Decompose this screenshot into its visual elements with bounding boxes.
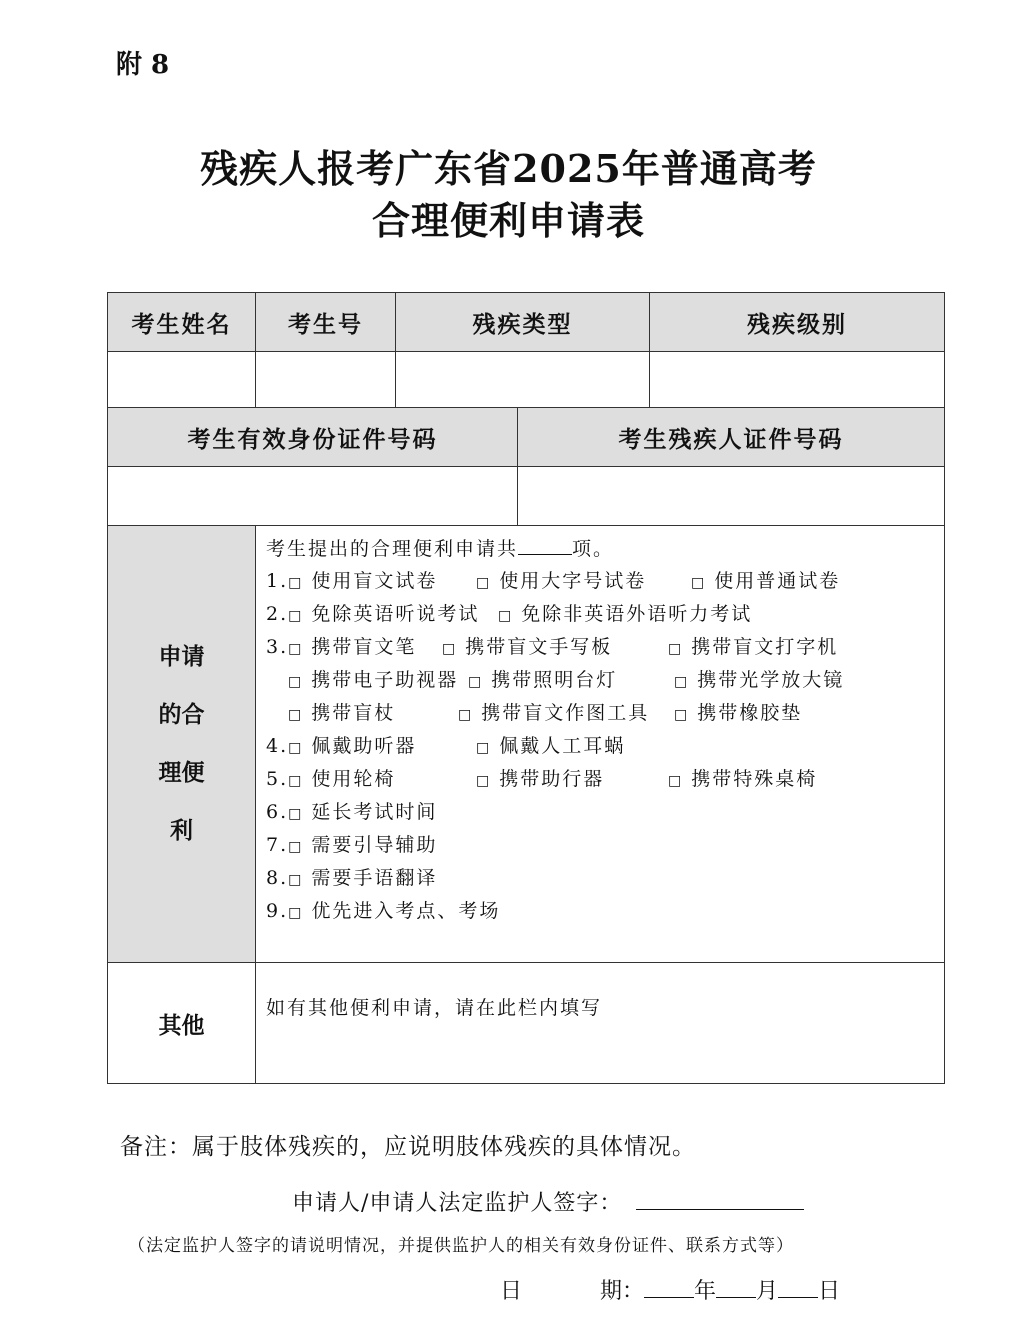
checkbox-icon[interactable]: □ bbox=[674, 674, 690, 690]
date-label-ri: 日 bbox=[500, 1279, 523, 1304]
option-label: 携带盲文打字机 bbox=[691, 636, 839, 658]
checkbox-option[interactable] bbox=[476, 565, 646, 600]
checkbox-icon[interactable]: □ bbox=[468, 674, 484, 690]
option-label: 携带盲文作图工具 bbox=[481, 702, 650, 724]
option-line bbox=[266, 796, 944, 829]
option-number: 2. bbox=[266, 603, 289, 625]
checkbox-option[interactable] bbox=[288, 697, 395, 732]
application-form-table bbox=[107, 292, 945, 1084]
year-field[interactable] bbox=[644, 1275, 694, 1298]
option-label: 携带橡胶垫 bbox=[697, 702, 803, 724]
checkbox-icon[interactable]: □ bbox=[288, 740, 304, 756]
disability-cert-number-field[interactable] bbox=[518, 467, 945, 526]
option-label: 使用盲文试卷 bbox=[311, 570, 438, 592]
request-count-line: 考生提出的合理便利申请共 项。 bbox=[266, 532, 944, 565]
option-line bbox=[266, 565, 944, 598]
checkbox-option[interactable] bbox=[266, 796, 437, 831]
checkbox-icon[interactable]: □ bbox=[288, 773, 304, 789]
checkbox-option[interactable] bbox=[266, 598, 479, 633]
header-name: 考生姓名 bbox=[108, 293, 256, 352]
checkbox-option[interactable] bbox=[498, 598, 752, 633]
checkbox-option[interactable] bbox=[266, 829, 437, 864]
request-options bbox=[256, 526, 945, 963]
checkbox-icon[interactable]: □ bbox=[498, 608, 514, 624]
option-label: 需要手语翻译 bbox=[311, 867, 438, 889]
checkbox-option[interactable] bbox=[691, 565, 840, 600]
request-label: 申请 的合 理便 利 bbox=[108, 526, 256, 963]
checkbox-icon[interactable]: □ bbox=[691, 575, 707, 591]
id-input-row bbox=[108, 467, 945, 526]
checkbox-icon[interactable]: □ bbox=[288, 839, 304, 855]
option-number: 3. bbox=[266, 636, 289, 658]
checkbox-option[interactable] bbox=[266, 631, 416, 666]
checkbox-icon[interactable]: □ bbox=[458, 707, 474, 723]
option-number: 9. bbox=[266, 900, 289, 922]
checkbox-icon[interactable]: □ bbox=[288, 707, 304, 723]
option-label: 携带照明台灯 bbox=[491, 669, 618, 691]
checkbox-option[interactable] bbox=[668, 763, 817, 798]
option-label: 携带电子助视器 bbox=[311, 669, 459, 691]
option-label: 佩戴人工耳蜗 bbox=[499, 735, 626, 757]
option-number: 5. bbox=[266, 768, 289, 790]
option-label: 使用普通试卷 bbox=[714, 570, 841, 592]
checkbox-icon[interactable]: □ bbox=[288, 674, 304, 690]
checkbox-icon[interactable]: □ bbox=[476, 575, 492, 591]
checkbox-option[interactable] bbox=[266, 730, 416, 765]
checkbox-option[interactable] bbox=[266, 862, 437, 897]
option-line bbox=[266, 763, 944, 796]
header-disability-level: 残疾级别 bbox=[650, 293, 945, 352]
checkbox-option[interactable] bbox=[468, 664, 617, 699]
checkbox-icon[interactable]: □ bbox=[288, 905, 304, 921]
option-number: 1. bbox=[266, 570, 289, 592]
option-label: 免除非英语外语听力考试 bbox=[521, 603, 753, 625]
option-label: 携带光学放大镜 bbox=[697, 669, 845, 691]
month-field[interactable] bbox=[716, 1275, 756, 1298]
date-label-qi: 期： bbox=[600, 1279, 645, 1304]
checkbox-icon[interactable]: □ bbox=[668, 641, 684, 657]
request-count-blank[interactable] bbox=[518, 532, 572, 555]
day-field[interactable] bbox=[778, 1275, 818, 1298]
checkbox-icon[interactable]: □ bbox=[674, 707, 690, 723]
checkbox-icon[interactable]: □ bbox=[476, 740, 492, 756]
month-label: 月 bbox=[756, 1279, 779, 1304]
option-label: 使用轮椅 bbox=[311, 768, 396, 790]
form-title-line-2: 合理便利申请表 bbox=[371, 198, 645, 243]
option-line bbox=[266, 598, 944, 631]
checkbox-option[interactable] bbox=[458, 697, 649, 732]
header-disability-cert-number: 考生残疾人证件号码 bbox=[518, 408, 945, 467]
option-label: 延长考试时间 bbox=[311, 801, 438, 823]
checkbox-option[interactable] bbox=[266, 895, 500, 930]
header-row bbox=[108, 293, 945, 352]
option-number: 7. bbox=[266, 834, 289, 856]
signature-label: 申请人/申请人法定监护人签字： bbox=[292, 1191, 623, 1216]
option-label: 携带盲文笔 bbox=[311, 636, 417, 658]
remark-note: 备注：属于肢体残疾的，应说明肢体残疾的具体情况。 bbox=[120, 1134, 696, 1160]
form-title-line-1: 残疾人报考广东省2025年普通高考 bbox=[200, 146, 817, 191]
checkbox-icon[interactable]: □ bbox=[442, 641, 458, 657]
checkbox-option[interactable] bbox=[266, 565, 437, 600]
exam-number-field[interactable] bbox=[256, 352, 396, 408]
checkbox-option[interactable] bbox=[476, 763, 604, 798]
checkbox-icon[interactable]: □ bbox=[288, 575, 304, 591]
option-line bbox=[266, 829, 944, 862]
id-header-row bbox=[108, 408, 945, 467]
checkbox-icon[interactable]: □ bbox=[668, 773, 684, 789]
option-label: 需要引导辅助 bbox=[311, 834, 438, 856]
other-label: 其他 bbox=[108, 963, 256, 1084]
checkbox-icon[interactable]: □ bbox=[288, 872, 304, 888]
year-label: 年 bbox=[694, 1279, 717, 1304]
disability-type-field[interactable] bbox=[396, 352, 650, 408]
header-exam-number: 考生号 bbox=[256, 293, 396, 352]
option-line bbox=[266, 664, 944, 697]
checkbox-option[interactable] bbox=[266, 763, 395, 798]
option-label: 佩戴助听器 bbox=[311, 735, 417, 757]
name-field[interactable] bbox=[108, 352, 256, 408]
option-line bbox=[266, 697, 944, 730]
option-label: 携带特殊桌椅 bbox=[691, 768, 818, 790]
other-row bbox=[108, 963, 945, 1084]
disability-level-field[interactable] bbox=[650, 352, 945, 408]
date-line bbox=[500, 1274, 840, 1305]
option-label: 携带盲文手写板 bbox=[465, 636, 613, 658]
signature-line bbox=[292, 1185, 804, 1217]
option-line bbox=[266, 862, 944, 895]
checkbox-icon[interactable]: □ bbox=[476, 773, 492, 789]
day-label: 日 bbox=[818, 1279, 841, 1304]
checkbox-icon[interactable]: □ bbox=[288, 608, 304, 624]
checkbox-option[interactable] bbox=[288, 664, 458, 699]
checkbox-option[interactable] bbox=[674, 664, 844, 699]
checkbox-option[interactable] bbox=[476, 730, 625, 765]
option-label: 使用大字号试卷 bbox=[499, 570, 647, 592]
request-row bbox=[108, 526, 945, 963]
option-label: 优先进入考点、考场 bbox=[311, 900, 501, 922]
option-label: 携带盲杖 bbox=[311, 702, 396, 724]
other-request-field[interactable]: 如有其他便利申请，请在此栏内填写 bbox=[256, 963, 945, 1084]
checkbox-icon[interactable]: □ bbox=[288, 641, 304, 657]
header-id-number: 考生有效身份证件号码 bbox=[108, 408, 518, 467]
option-line bbox=[266, 895, 944, 928]
basic-info-input-row bbox=[108, 352, 945, 408]
checkbox-icon[interactable]: □ bbox=[288, 806, 304, 822]
id-number-field[interactable] bbox=[108, 467, 518, 526]
option-label: 携带助行器 bbox=[499, 768, 605, 790]
guardian-note: （法定监护人签字的请说明情况，并提供监护人的相关有效身份证件、联系方式等） bbox=[128, 1236, 794, 1256]
header-disability-type: 残疾类型 bbox=[396, 293, 650, 352]
signature-field[interactable] bbox=[636, 1185, 804, 1210]
option-line bbox=[266, 730, 944, 763]
checkbox-option[interactable] bbox=[668, 631, 838, 666]
checkbox-option[interactable] bbox=[442, 631, 612, 666]
attachment-label: 附 8 bbox=[116, 50, 170, 80]
option-line bbox=[266, 631, 944, 664]
option-number: 4. bbox=[266, 735, 289, 757]
option-number: 6. bbox=[266, 801, 289, 823]
option-number: 8. bbox=[266, 867, 289, 889]
option-label: 免除英语听说考试 bbox=[311, 603, 480, 625]
checkbox-option[interactable] bbox=[674, 697, 802, 732]
